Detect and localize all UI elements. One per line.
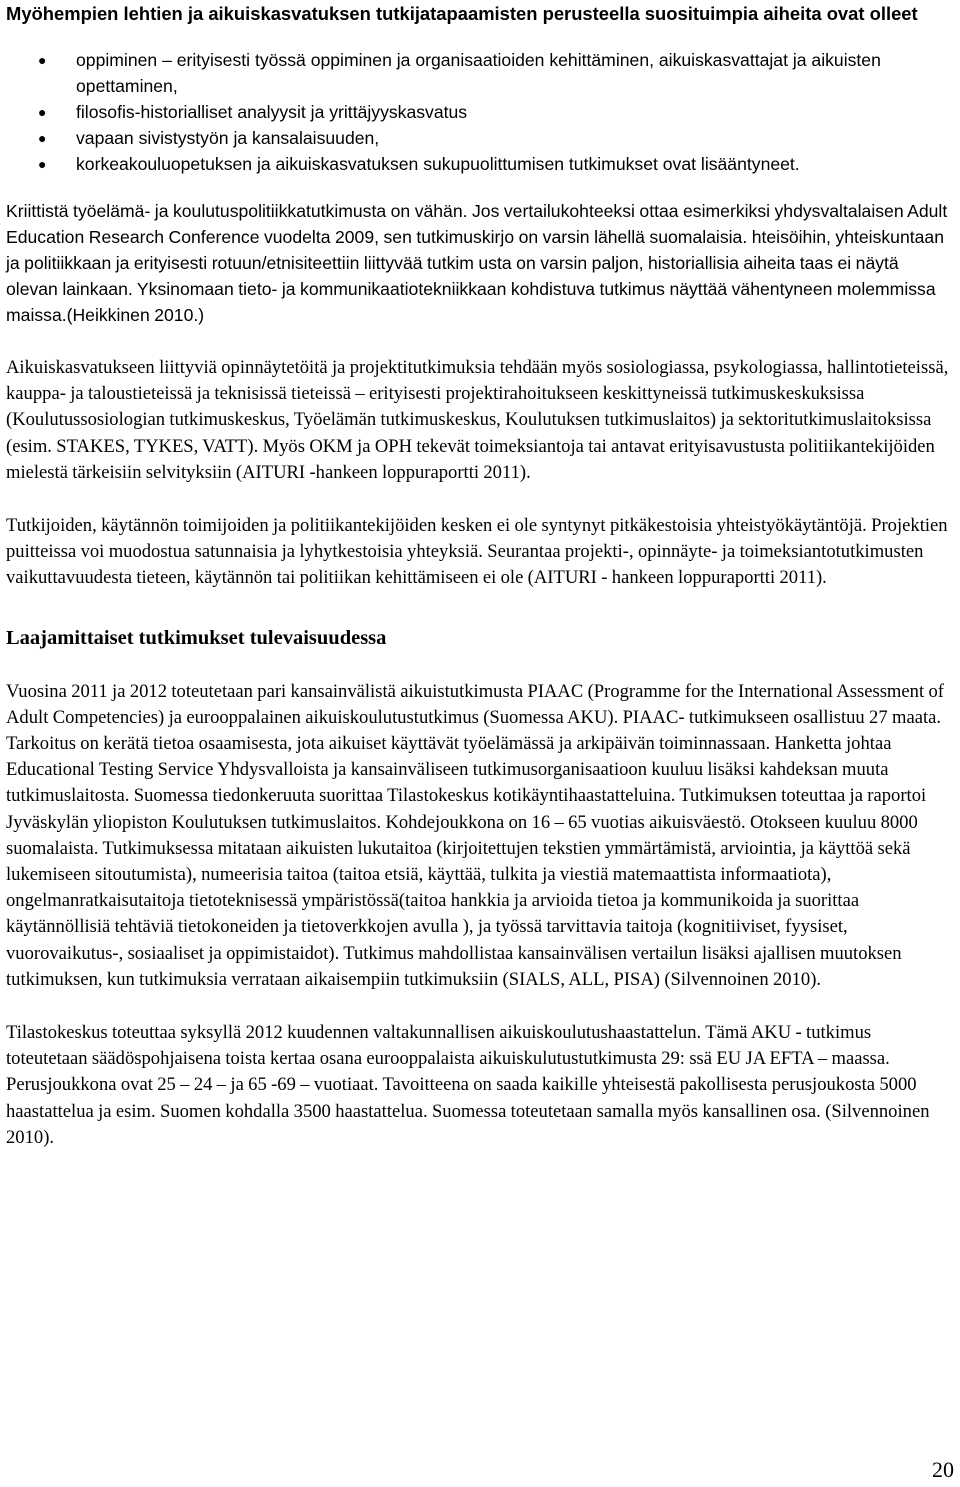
list-item-text: oppiminen – erityisesti työssä oppiminen ja organisaatioiden kehittäminen, aikuiskasvattajat ja aikuisten opettaminen, — [76, 50, 881, 96]
bullet-icon: ● — [38, 52, 47, 68]
list-item — [6, 47, 954, 99]
cooperation-paragraph: Tutkijoiden, käytännön toimijoiden ja politiikantekijöiden kesken ei ole syntynyt pitkäkestoisia yhteistyökäytäntöjä. Projektien puitteissa voi muodostua satunnaisia ja lyhytkestoisia yhteyksiä. Seurantaa projekti-, opinnäyte- ja toimeksiantotutkimusten vaikuttavuudesta tieteen, käytännön tai politiikan kehittämiseen ei ole (AITURI - hankeen loppuraportti 2011). — [6, 515, 948, 589]
list-item — [6, 151, 954, 177]
intro-heading: Myöhempien lehtien ja aikuiskasvatuksen tutkijatapaamisten perusteella suosituimpia aiheita ovat olleet — [6, 3, 918, 24]
page-number: 20 — [932, 1457, 954, 1482]
bullet-icon: ● — [38, 156, 47, 172]
bullet-icon: ● — [38, 130, 47, 146]
list-item-text: filosofis-historialliset analyysit ja yrittäjyyskasvatus — [76, 102, 468, 122]
projects-paragraph: Aikuiskasvatukseen liittyviä opinnäytetöitä ja projektitutkimuksia tehdään myös sosiologiassa, psykologiassa, hallintotieteissä, kauppa- ja taloustieteissä ja teknisissä tieteissä – erityisesti projektirahoitukseen keskittyneissä tutkimuskeskuksissa (Koulutussosiologian tutkimuskeskus, Työelämän tutkimuskeskus, Koulutuksen tutkimuslaitos) ja sektoritutkimuslaitoksissa (esim. STAKES, TYKES, VATT). Myös OKM ja OPH tekevät toimeksiantoja tai antavat erityisavustusta politiikantekijöiden mielestä tärkeisiin selvityksiin (AITURI -hankeen loppuraportti 2011). — [6, 357, 949, 483]
list-item — [6, 125, 954, 151]
piaac-paragraph: Vuosina 2011 ja 2012 toteutetaan pari kansainvälistä aikuistutkimusta PIAAC (Programme for the International Assessment of Adult Competencies) ja eurooppalainen aikuiskoulutustutkimus (Suomessa AKU). PIAAC- tutkimukseen osallistuu 27 maata. Tarkoitus on kerätä tietoa osaamisesta, jota aikuiset käyttävät työelämässä ja arkipäivän toiminnassaan. Hanketta johtaa Educational Testing Service Yhdysvalloista ja kansainväliseen tutkimusorganisaatioon kuuluu lisäksi kahdeksan muuta tutkimuslaitosta. Suomessa tiedonkeruuta suorittaa Tilastokeskus kotikäyntihaastatteluina. Tutkimuksen toteuttaa ja raportoi Jyväskylän yliopiston Koulutuksen tutkimuslaitos. Kohdejoukkona on 16 – 65 vuotias aikuisväestö. Otokseen kuuluu 8000 suomalaista. Tutkimuksessa mitataan aikuisten lukutaitoa (kirjoitettujen tekstien ymmärtämistä, arviointia, ja käyttöä sekä lukemiseen sitoutumista), numeerisia taitoa (taitoa etsiä, käyttää, tulkita ja viestiä matemaattista informaatiota), ongelmanratkaisutaitoja tietoteknisessä ympäristössä(taitoa hankkia ja arvioida tietoa ja kommunikoida ja suorittaa käytännöllisiä tehtäviä tietokoneiden ja tietoverkkojen avulla ), ja työssä tarvittavia taitoja (kognitiiviset, fyysiset, vuorovaikutus-, sosiaaliset ja oppimistaidot). Tutkimus mahdollistaa kansainvälisen vertailun lisäksi ajallisen muutoksen tutkimuksen, kun tutkimuksia verrataan aikaisempiin tutkimuksiin (SIALS, ALL, PISA) (Silvennoinen 2010). — [6, 680, 944, 990]
list-item-text: vapaan sivistystyön ja kansalaisuuden, — [76, 128, 380, 148]
aku-paragraph: Tilastokeskus toteuttaa syksyllä 2012 kuudennen valtakunnallisen aikuiskoulutushaastattelun. Tämä AKU - tutkimus toteutetaan säädöspohjaisena toista kertaa osana eurooppalaista aikuiskulutustutkimusta 29: ssä EU JA EFTA – maassa. Perusjoukkona ovat 25 – 24 – ja 65 -69 – vuotiaat. Tavoitteena on saada kaikille yhteisestä pakollisesta perusjoukosta 5000 haastattelua ja esim. Suomen kohdalla 3500 haastattelua. Suomessa toteutetaan samalla myös kansallinen osa. (Silvennoinen 2010). — [6, 1022, 930, 1148]
list-item — [6, 99, 954, 125]
section-title: Laajamittaiset tutkimukset tulevaisuudessa — [6, 626, 387, 649]
bullet-icon: ● — [38, 104, 47, 120]
document-page — [6, 0, 954, 1151]
list-item-text: korkeakouluopetuksen ja aikuiskasvatuksen sukupuolittumisen tutkimukset ovat lisääntyneet. — [76, 154, 800, 174]
topic-list — [6, 47, 954, 177]
research-gap-paragraph: Kriittistä työelämä- ja koulutuspolitiikkatutkimusta on vähän. Jos vertailukohteeksi ottaa esimerkiksi yhdysvaltalaisen Adult Education Research Conference vuodelta 2009, sen tutkimuskirjo on varsin lähellä suomalaisia. hteisöihin, yhteiskuntaan ja politiikkaan ja erityisesti rotuun/etnisiteettiin liittyvää tutkim usta on varsin paljon, historiallisia aiheita taas ei näytä olevan lainkaan. Yksinomaan tieto- ja kommunikaatiotekniikkaan kohdistuva tutkimus näyttää vähentyneen molemmissa maissa.(Heikkinen 2010.) — [6, 201, 948, 325]
